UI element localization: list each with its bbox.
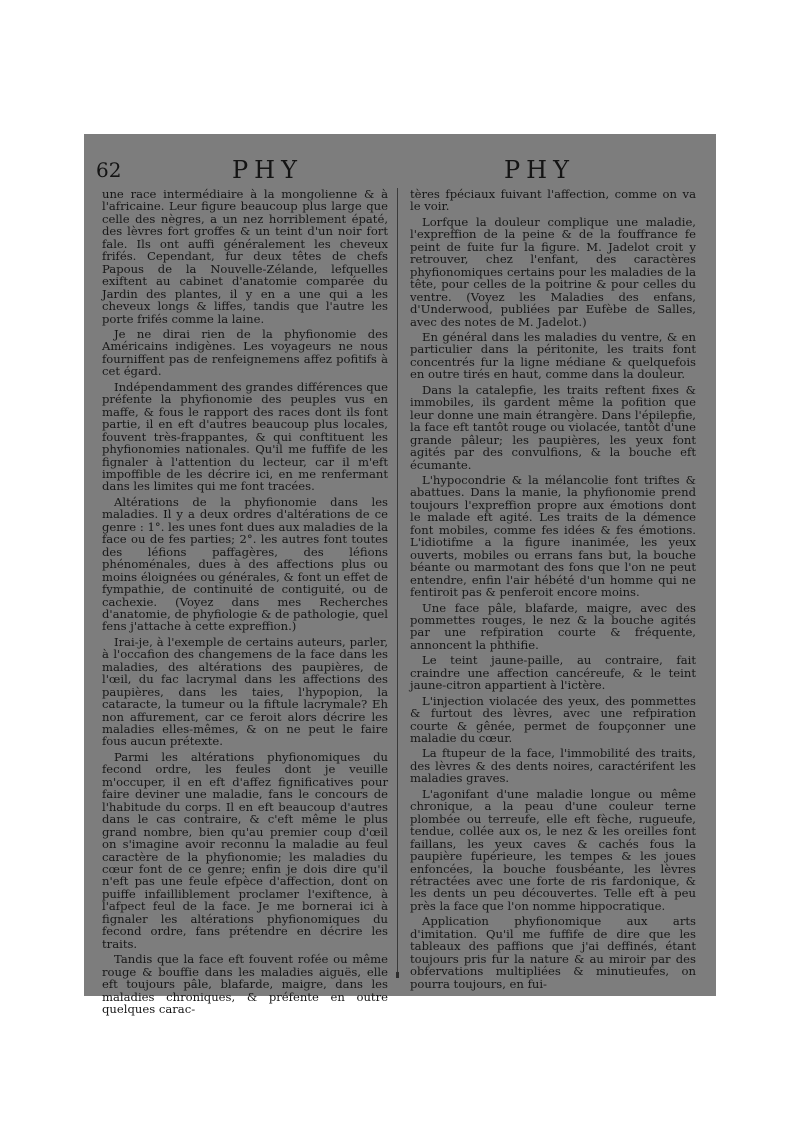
paragraph: L'injection violacée des yeux, des pommettes & furtout des lèvres, avec une refpiration courte & gênée, permet de foupçonner une maladie du cœur. [410, 693, 696, 746]
paragraph: L'hypocondrie & la mélancolie font triftes & abattues. Dans la manie, la phyfionomie prend toujours l'expreffion propre aux émotions dont le malade eft agité. Les traits de la démence font mobiles, comme fes idées & fes émotions. L'idiotifme a la figure inanimée, les yeux ouverts, mobiles ou errans fans but, la bouche béante ou marmotant des fons que l'on ne peut entendre, enfin l'air hébété d'un homme qui ne fentiroit pas & penferoit encore moins. [410, 472, 696, 600]
paragraph: Lorfque la douleur complique une maladie, l'expreffion de la peine & de la fouffrance fe peint de fuite fur la figure. M. Jadelot croit y retrouver, chez l'enfant, des caractères phyfionomiques certains pour les maladies de la tête, pour celles de la poitrine & pour celles du ventre. (Voyez les Maladies des enfans, d'Underwood, publiées par Eufèbe de Salles, avec des notes de M. Jadelot.) [410, 214, 696, 329]
paragraph: Irai-je, à l'exemple de certains auteurs, parler, à l'occafion des changemens de la face dans les maladies, des altérations des paupières, de l'œil, du fac lacrymal dans les affections des paupières, dans les taies, l'hypopion, la cataracte, la tumeur ou la fiftule lacrymale? Eh non affurement, car ce feroit alors décrire les maladies elles-mêmes, & on ne peut le faire fous aucun prétexte. [102, 634, 388, 749]
running-head-right: PHY [504, 156, 575, 184]
right-column [410, 187, 696, 991]
paragraph: L'agonifant d'une maladie longue ou même chronique, a la peau d'une couleur terne plombée ou terreufe, elle eft fèche, rugueufe, tendue, collée aux os, le nez & les oreilles font faillans, les yeux caves & cachés fous la paupière fupérieure, les tempes & les joues enfoncées, la bouche fousbéante, les lèvres rétractées avec une forte de ris fardonique, & les dents un peu découvertes. Telle eft à peu près la face que l'on nomme hippocratique. [410, 786, 696, 913]
page-number: 62 [96, 158, 122, 182]
paragraph: Je ne dirai rien de la phyfionomie des Américains indigènes. Les voyageurs ne nous fourniffent pas de renfeignemens affez pofitifs à cet égard. [102, 326, 388, 379]
paragraph: Application phyfionomique aux arts d'imitation. Qu'il me fuffife de dire que les tableaux des paffions que j'ai deffinés, étant toujours pris fur la nature & au miroir par des obfervations multipliées & minutieufes, on pourra toujours, en fui- [410, 914, 696, 991]
column-divider [397, 188, 398, 978]
paragraph: Le teint jaune-paille, au contraire, fait craindre une affection cancéreufe, & le teint jaune-citron appartient à l'ictère. [410, 653, 696, 693]
paragraph: Une face pâle, blafarde, maigre, avec des pommettes rouges, le nez & la bouche agités par une refpiration courte & fréquente, annoncent la phthifie. [410, 600, 696, 652]
paragraph: une race intermédiaire à la mongolienne & à l'africaine. Leur figure beaucoup plus large que celle des nègres, a un nez horriblement épaté, des lèvres fort groffes & un teint d'un noir fort fale. Ils ont auffi généralement les cheveux frifés. Cependant, fur deux têtes de chefs Papous de la Nouvelle-Zélande, lefquelles exiftent au cabinet d'anatomie comparée du Jardin des plantes, il y en a une qui a les cheveux longs & liffes, tandis que l'autre les porte frifés comme la laine. [102, 187, 388, 326]
paragraph: Tandis que la face eft fouvent rofée ou même rouge & bouffie dans les maladies aiguës, elle eft toujours pâle, blafarde, maigre, dans les maladies chroniques, & préfente en outre quelques carac- [102, 952, 388, 1016]
paragraph: La ftupeur de la face, l'immobilité des traits, des lèvres & des dents noires, caractérifent les maladies graves. [410, 746, 696, 786]
paragraph: Indépendamment des grandes différences que préfente la phyfionomie des peuples vus en maffe, & fous le rapport des races dont ils font partie, il en eft d'autres beaucoup plus locales, fouvent très-frappantes, & qui conftituent les phyfionomies nationales. Qu'il me fuffife de les fignaler à l'attention du lecteur, car il m'eft impoffible de les décrire ici, en me renfermant dans les limites qui me font tracées. [102, 379, 388, 494]
scanned-page [84, 134, 716, 1016]
paragraph: Altérations de la phyfionomie dans les maladies. Il y a deux ordres d'altérations de ce genre : 1°. les unes font dues aux maladies de la face ou de fes parties; 2°. les autres font toutes des léfions paffagères, des léfions phénoménales, dues à des affections plus ou moins éloignées ou générales, & font un effet de fympathie, de continuité de contiguité, ou de cachexie. (Voyez dans mes Recherches d'anatomie, de phyfiologie & de pathologie, quel fens j'attache à cette expreffion.) [102, 494, 388, 634]
running-head-left: PHY [232, 156, 303, 184]
scan-speck [396, 972, 399, 978]
paragraph: Dans la catalepfie, les traits reftent fixes & immobiles, ils gardent même la pofition que leur donne une main étrangère. Dans l'épilepfie, la face eft tantôt rouge ou violacée, tantôt d'une grande pâleur; les paupières, les yeux font agités par des convulfions, & la bouche eft écumante. [410, 382, 696, 472]
paragraph: En général dans les maladies du ventre, & en particulier dans la péritonite, les traits font concentrés fur la ligne médiane & quelquefois en outre tirés en haut, comme dans la douleur. [410, 329, 696, 382]
left-column [102, 187, 388, 1016]
paragraph: tères fpéciaux fuivant l'affection, comme on va le voir. [410, 187, 696, 214]
paragraph: Parmi les altérations phyfionomiques du fecond ordre, les feules dont je veuille m'occuper, il en eft d'affez fignificatives pour faire deviner une maladie, fans le concours de l'habitude du corps. Il en eft beaucoup d'autres dans le cas contraire, & c'eft même le plus grand nombre, bien qu'au premier coup d'œil on s'imagine avoir reconnu la maladie au feul caractère de la phyfionomie; les maladies du cœur font de ce genre; enfin je dois dire qu'il n'eft pas une feule efpèce d'affection, dont on puiffe infailliblement proclamer l'exiftence, à l'afpect feul de la face. Je me bornerai ici à fignaler les altérations phyfionomiques du fecond ordre, fans prétendre en décrire les traits. [102, 749, 388, 951]
page-header [84, 156, 716, 186]
